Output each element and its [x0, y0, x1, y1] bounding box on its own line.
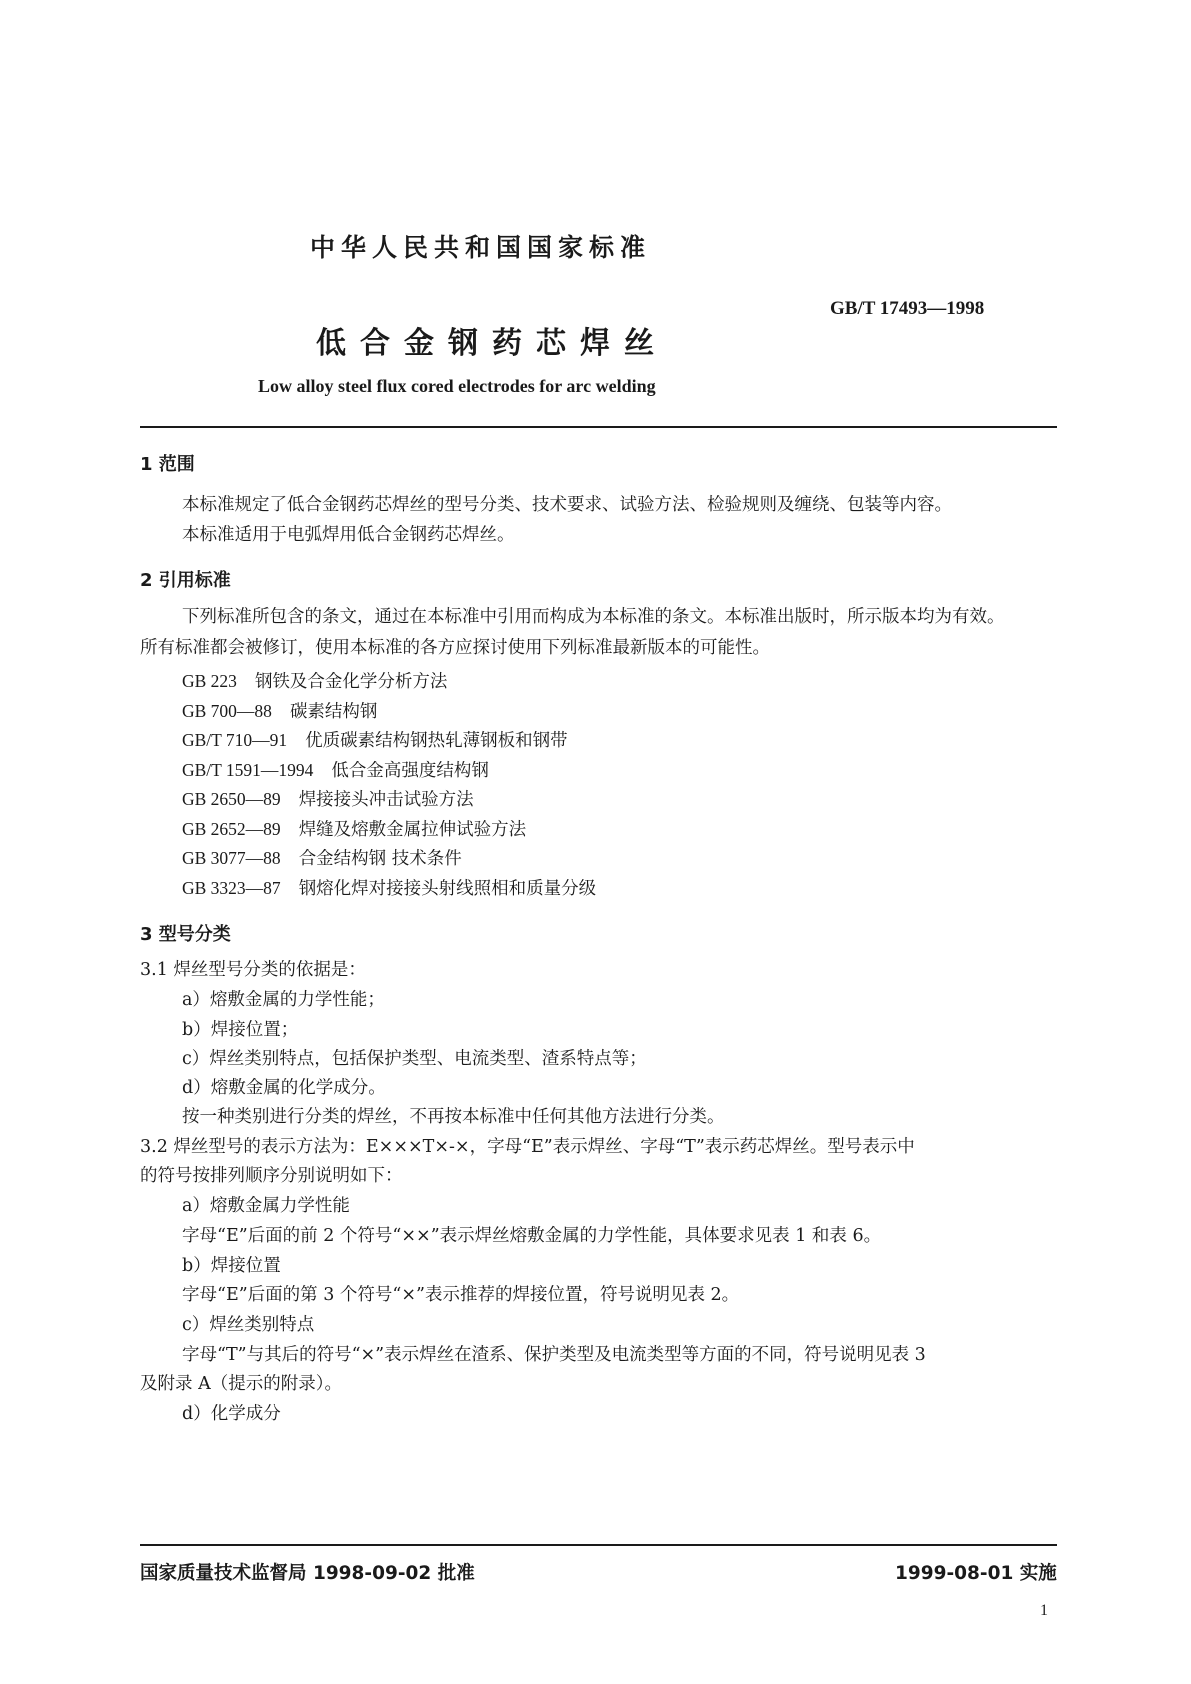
reference-item	[182, 757, 489, 782]
reference-title: 低合金高强度结构钢	[331, 761, 489, 781]
clause-3-1-note: 按一种类别进行分类的焊丝，不再按本标准中任何其他方法进行分类。	[182, 1107, 725, 1127]
reference-title: 焊缝及熔敷金属拉伸试验方法	[298, 820, 527, 840]
reference-code: GB/T 710—91	[182, 730, 288, 750]
reference-item	[182, 698, 377, 723]
reference-item	[182, 845, 462, 870]
reference-code: GB 223	[182, 671, 237, 691]
reference-title: 合金结构钢 技术条件	[298, 849, 462, 869]
clause-3-1-item-d: d）熔敷金属的化学成分。	[182, 1078, 386, 1098]
clause-3-2-c-text-1: 字母“T”与其后的符号“×”表示焊丝在渣系、保护类型及电流类型等方面的不同，符号说明见表 3	[182, 1345, 926, 1365]
national-standard-title: 中华人民共和国国家标准	[310, 233, 652, 262]
reference-item	[182, 727, 568, 752]
reference-title: 碳素结构钢	[289, 702, 378, 722]
section-1-heading: 1 范围	[140, 454, 195, 475]
reference-title: 钢铁及合金化学分析方法	[254, 672, 448, 692]
clause-3-2-b-text: 字母“E”后面的第 3 个符号“×”表示推荐的焊接位置，符号说明见表 2。	[182, 1285, 740, 1305]
reference-code: GB/T 1591—1994	[182, 760, 314, 780]
reference-code: GB 700—88	[182, 701, 272, 721]
clause-3-1-item-b: b）焊接位置；	[182, 1020, 299, 1040]
section-1-para-2: 本标准适用于电弧焊用低合金钢药芯焊丝。	[182, 525, 515, 545]
section-2-heading: 2 引用标准	[140, 570, 231, 591]
section-3-heading: 3 型号分类	[140, 924, 231, 945]
reference-item	[182, 816, 526, 841]
reference-title: 焊接接头冲击试验方法	[298, 790, 474, 810]
clause-3-2-d-label: d）化学成分	[182, 1404, 281, 1424]
standard-code: GB/T 17493—1998	[830, 298, 985, 319]
page-number: 1	[1040, 1602, 1048, 1619]
reference-code: GB 3077—88	[182, 848, 281, 868]
effective-date: 1999-08-01 实施	[895, 1563, 1057, 1584]
clause-3-1-title: 3.1 焊丝型号分类的依据是：	[140, 960, 366, 980]
section-1-para-1: 本标准规定了低合金钢药芯焊丝的型号分类、技术要求、试验方法、检验规则及缠绕、包装等内容。	[182, 495, 952, 515]
reference-title: 优质碳素结构钢热轧薄钢板和钢带	[305, 731, 568, 751]
reference-item	[182, 668, 447, 693]
document-title-english: Low alloy steel flux cored electrodes for arc welding	[258, 376, 656, 396]
clause-3-2-c-label: c）焊丝类别特点	[182, 1315, 315, 1335]
section-2-intro: 下列标准所包含的条文，通过在本标准中引用而构成为本标准的条文。本标准出版时，所示版本均为有效。所有标准都会被修订，使用本标准的各方应探讨使用下列标准最新版本的可能性。	[140, 607, 1005, 658]
reference-code: GB 2652—89	[182, 819, 281, 839]
header-divider	[140, 426, 1057, 428]
footer-divider	[140, 1544, 1057, 1546]
clause-3-2-a-text: 字母“E”后面的前 2 个符号“××”表示焊丝熔敷金属的力学性能，具体要求见表 1 和表 6。	[182, 1226, 882, 1246]
clause-3-2-line-1: 3.2 焊丝型号的表示方法为：E×××T×-×，字母“E”表示焊丝、字母“T”表示药芯焊丝。型号表示中	[140, 1137, 915, 1157]
clause-3-2-a-label: a）熔敷金属力学性能	[182, 1196, 350, 1216]
reference-item	[182, 786, 474, 811]
reference-code: GB 2650—89	[182, 789, 281, 809]
clause-3-1-item-a: a）熔敷金属的力学性能；	[182, 990, 385, 1010]
reference-code: GB 3323—87	[182, 878, 281, 898]
clause-3-2-line-2: 的符号按排列顺序分别说明如下：	[140, 1166, 403, 1186]
clause-3-2-b-label: b）焊接位置	[182, 1256, 281, 1276]
clause-3-2-c-text-2: 及附录 A（提示的附录）。	[140, 1374, 342, 1394]
reference-item	[182, 875, 596, 900]
clause-3-1-item-c: c）焊丝类别特点，包括保护类型、电流类型、渣系特点等；	[182, 1049, 647, 1069]
approval-statement: 国家质量技术监督局 1998-09-02 批准	[140, 1563, 475, 1584]
document-title: 低合金钢药芯焊丝	[316, 326, 668, 361]
reference-title: 钢熔化焊对接接头射线照相和质量分级	[298, 879, 597, 899]
